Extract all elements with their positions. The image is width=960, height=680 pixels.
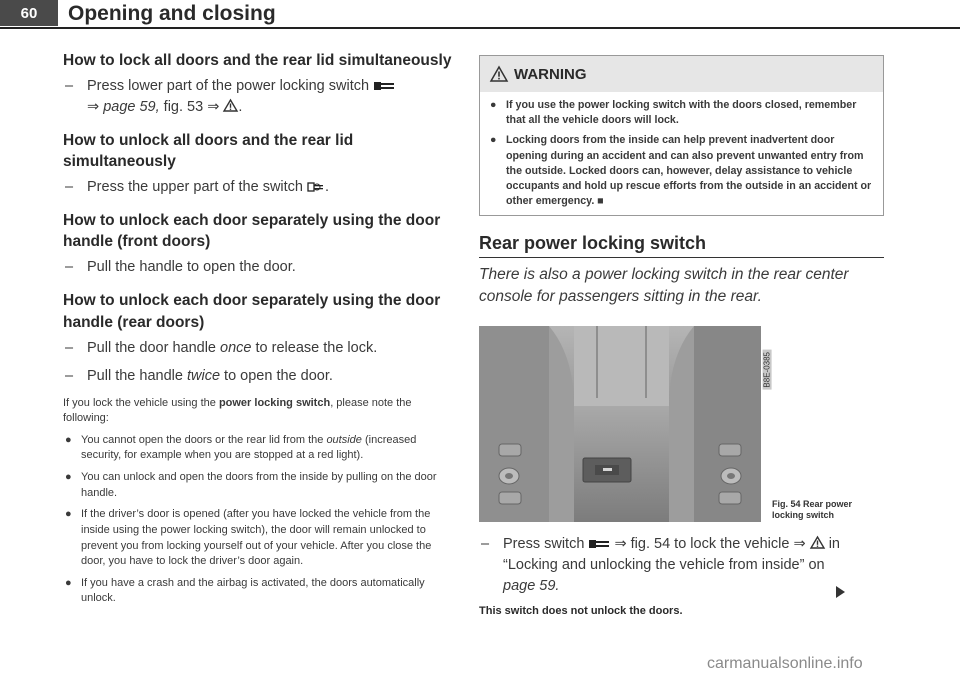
- heading-unlock-front: How to unlock each door separately using the door handle (front doors): [63, 212, 441, 251]
- step-unlock-rear-2: – Pull the handle twice to open the door.: [65, 367, 333, 384]
- end-square-icon: ■: [597, 195, 604, 208]
- step-lock-all-ref: ⇒ page 59, fig. 53 ⇒ .: [87, 99, 243, 116]
- right-column: [479, 55, 884, 617]
- figure-code: B8E-0385: [763, 351, 772, 388]
- warning-item-1: ● If you use the power locking switch with the doors closed, remember that all the vehicle doors will lock.: [490, 99, 857, 127]
- note-paragraph: If you lock the vehicle using the power locking switch, please note the following:: [63, 396, 412, 425]
- section-intro: There is also a power locking switch in the rear center console for passengers sitting in the rear.: [479, 266, 849, 305]
- figure-54: [479, 326, 884, 522]
- link-page-59[interactable]: page 59.: [503, 577, 560, 594]
- page-number-tab: [0, 0, 58, 26]
- heading-unlock-all: How to unlock all doors and the rear lid simultaneously: [63, 132, 354, 171]
- warning-body: [480, 92, 883, 215]
- lock-switch-icon: [588, 538, 610, 550]
- note-bullet-4: ● If you have a crash and the airbag is activated, the doors automatically unlock.: [65, 576, 425, 605]
- step-unlock-front-text: Pull the handle to open the door.: [87, 259, 296, 276]
- watermark: carmanualsonline.info: [707, 655, 863, 672]
- step-lock-all-text: Press lower part of the power locking switch: [87, 78, 370, 95]
- heading-unlock-rear: How to unlock each door separately using the door handle (rear doors): [63, 292, 441, 331]
- link-fig-54[interactable]: fig. 54: [630, 535, 671, 552]
- heading-lock-all: How to lock all doors and the rear lid simultaneously: [63, 52, 452, 69]
- step-unlock-front: – Pull the handle to open the door.: [63, 257, 458, 278]
- unlock-switch-icon: [307, 181, 325, 193]
- note-bullet-3: ● If the driver’s door is opened (after you have locked the vehicle from the inside using the power locking switch), the door will remain unlocked to prevent you from locking yourself out of your vehicle. After you close the door, you have to lock the driver’s door again.: [65, 508, 432, 568]
- link-page-59[interactable]: page 59,: [103, 99, 160, 116]
- warning-header: [480, 56, 883, 92]
- section-rule: [479, 257, 884, 258]
- warning-triangle-icon: [810, 536, 825, 549]
- warning-title: WARNING: [514, 65, 587, 83]
- step-lock-all: – Press lower part of the power locking switch: [63, 76, 458, 97]
- page-header-title: Opening and closing: [68, 2, 276, 25]
- warning-triangle-icon: [490, 66, 508, 82]
- step-unlock-all-text: Press the upper part of the switch: [87, 179, 303, 196]
- step-unlock-all: – Press the upper part of the switch .: [65, 179, 330, 196]
- step-unlock-rear-1: – Pull the door handle once to release the lock.: [65, 339, 378, 356]
- warning-triangle-icon: [223, 99, 238, 112]
- link-fig-53[interactable]: fig. 53: [163, 99, 204, 116]
- step-rear-lock: – Press switch ⇒ fig. 54 to lock the vehicle ⇒ in “Locking and unlocking the vehicle from inside” on page 59.: [481, 535, 840, 594]
- figure-caption: Fig. 54 Rear power locking switch: [772, 499, 853, 521]
- header-rule: [0, 27, 960, 29]
- page-number: 60: [20, 4, 38, 22]
- rear-console-illustration: [479, 326, 761, 522]
- warning-box: [479, 55, 884, 216]
- tail-note: This switch does not unlock the doors.: [479, 604, 683, 617]
- note-bullet-2: ● You can unlock and open the doors from the inside by pulling on the door handle.: [65, 471, 437, 499]
- continue-arrow-icon: [836, 586, 845, 598]
- warning-item-2: ● Locking doors from the inside can help prevent inadvertent door opening during an accident and can also prevent unwanted entry from the outside. Locked doors can, however, delay assistance to vehicle occupants and hold up rescue efforts from the outside in an accident or other emergency. ■: [490, 134, 872, 208]
- rear-console-photo: [479, 326, 772, 522]
- lock-switch-icon: [373, 80, 395, 92]
- left-column: [63, 50, 458, 607]
- section-title-rear-switch: Rear power locking switch: [479, 233, 707, 254]
- note-bullet-1: ● You cannot open the doors or the rear lid from the outside (increased security, for example when you are stopped at a red light).: [65, 433, 417, 462]
